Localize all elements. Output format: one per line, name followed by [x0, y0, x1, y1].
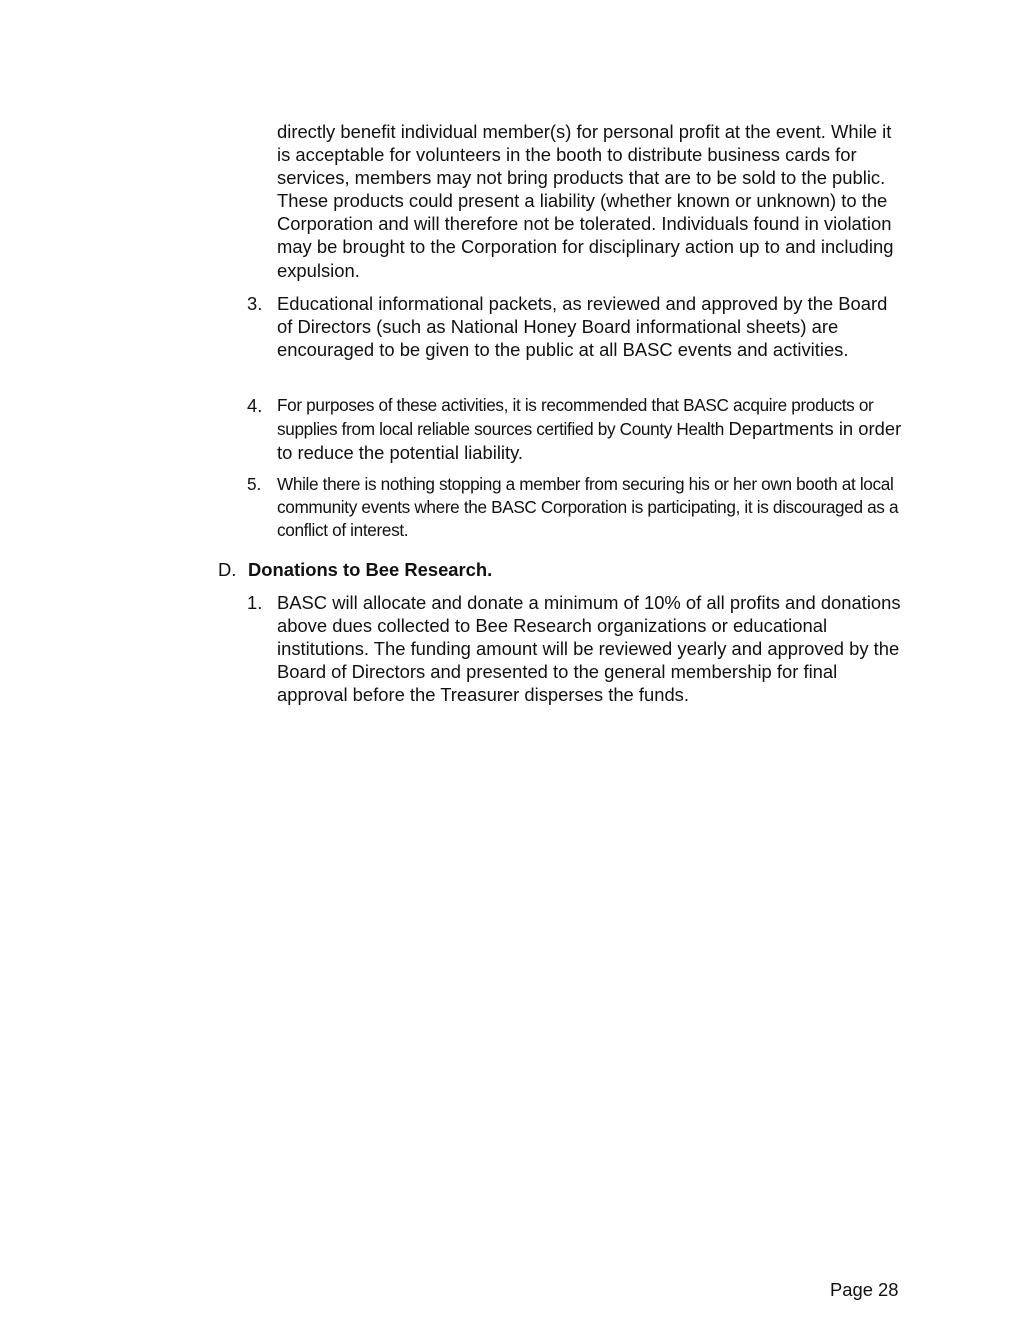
section-d-item-1-text: BASC will allocate and donate a minimum of 10% of all profits and donations above dues collected to Bee Research organizations or educational institutions. The funding amount will be reviewed yearly and approved by the Board of Directors and presented to the general membership for final approval before the Treasurer disperses the funds. [277, 592, 901, 706]
item-3-text: Educational informational packets, as reviewed and approved by the Board of Directors (such as National Honey Board informational sheets) are encouraged to be given to the public at all BASC events and activities. [277, 293, 888, 361]
item-5-text: While there is nothing stopping a member from securing his or her own booth at local community events where the BASC Corporation is participating, it is discouraged as a conflict of interest. [277, 474, 899, 541]
item-4-number: 4. [247, 395, 263, 416]
item-4-text [277, 394, 902, 465]
section-d-title: Donations to Bee Research. [248, 559, 493, 580]
item-4-text-part1: For purposes of these activities, it is recommended that BASC acquire products or supplies from local reliable sources certified by County Health [277, 395, 874, 440]
section-d-letter: D. [218, 559, 237, 580]
item-4-text-part2: Departments in order to reduce the potential liability. [277, 418, 902, 464]
continuation-paragraph: directly benefit individual member(s) for personal profit at the event. While it is acceptable for volunteers in the booth to distribute business cards for services, members may not bring products that are to be sold to the public. These products could present a liability (whether known or unknown) to the Corporation and will therefore not be tolerated. Individuals found in violation may be brought to the Corporation for disciplinary action up to and including expulsion. [277, 121, 894, 281]
page-number: Page 28 [830, 1279, 899, 1300]
item-5-number: 5. [247, 474, 262, 494]
item-3-number: 3. [247, 293, 263, 314]
section-d-item-1-number: 1. [247, 592, 263, 613]
